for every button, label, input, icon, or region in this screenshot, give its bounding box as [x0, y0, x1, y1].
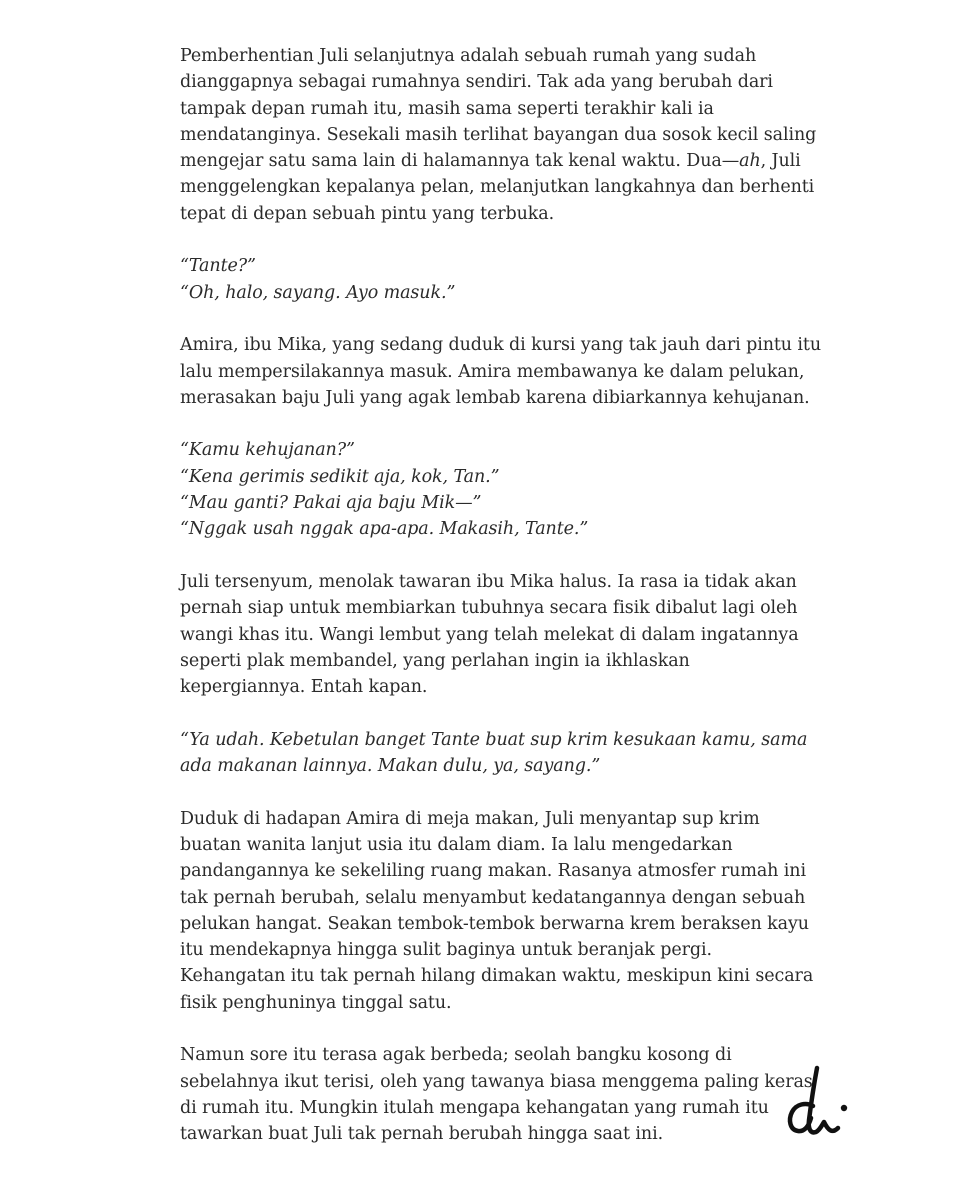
text-line: Pemberhentian Juli selanjutnya adalah sebuah rumah yang sudah	[180, 46, 757, 66]
text-line: Juli tersenyum, menolak tawaran ibu Mika halus. Ia rasa ia tidak akan	[180, 571, 797, 592]
paragraph-gap	[180, 227, 800, 253]
text-line: tepat di depan sebuah pintu yang terbuka.	[180, 203, 555, 224]
text-line: tawarkan buat Juli tak pernah berubah hingga saat ini.	[180, 1124, 664, 1145]
text-line: dianggapnya sebagai rumahnya sendiri. Tak ada yang berubah dari	[180, 72, 773, 93]
paragraph-gap	[180, 700, 800, 726]
text-line: merasakan baju Juli yang agak lembab karena dibiarkannya kehujanan.	[180, 387, 810, 408]
text-line: di rumah itu. Mungkin itulah mengapa kehangatan yang rumah itu	[180, 1097, 769, 1118]
dialogue-line: “Nggak usah nggak apa-apa. Makasih, Tante.”	[180, 519, 589, 540]
text-line: seperti plak membandel, yang perlahan ingin ia ikhlaskan	[180, 650, 690, 671]
dialogue-line: “Oh, halo, sayang. Ayo masuk.”	[180, 282, 456, 303]
text-line: Amira, ibu Mika, yang sedang duduk di kursi yang tak jauh dari pintu itu	[180, 335, 822, 356]
text-line: Duduk di hadapan Amira di meja makan, Juli menyantap sup krim	[180, 808, 760, 829]
text-line: menggelengkan kepalanya pelan, melanjutkan langkahnya dan berhenti	[180, 177, 815, 198]
text-line: pernah siap untuk membiarkan tubuhnya secara fisik dibalut lagi oleh	[180, 598, 798, 619]
text-line: wangi khas itu. Wangi lembut yang telah melekat di dalam ingatannya	[180, 624, 799, 645]
paragraph-gap	[180, 306, 800, 332]
text-line: mendatanginya. Sesekali masih terlihat bayangan dua sosok kecil saling	[180, 124, 817, 145]
text-line: Kehangatan itu tak pernah hilang dimakan waktu, meskipun kini secara	[180, 966, 814, 987]
text-line: lalu mempersilakannya masuk. Amira membawanya ke dalam pelukan,	[180, 361, 805, 382]
paragraph-4	[180, 806, 814, 1016]
paragraph-gap	[180, 543, 800, 569]
dialogue-3	[180, 727, 808, 780]
text-line: tak pernah berubah, selalu menyambut kedatangannya dengan sebuah	[180, 887, 806, 908]
paragraph-gap	[180, 411, 800, 437]
dialogue-line: “Kena gerimis sedikit aja, kok, Tan.”	[180, 466, 500, 487]
text-fragment: mengejar satu sama lain di halamannya tak kenal waktu. Dua—	[180, 151, 740, 172]
text-line: Namun sore itu terasa agak berbeda; seolah bangku kosong di	[180, 1045, 732, 1066]
text-line: tampak depan rumah itu, masih sama seperti terakhir kali ia	[180, 98, 714, 119]
dialogue-line: “Kamu kehujanan?”	[180, 440, 355, 461]
dialogue-line: ada makanan lainnya. Makan dulu, ya, sayang.”	[180, 756, 601, 777]
text-line	[180, 148, 800, 174]
paragraph-gap	[180, 779, 800, 805]
paragraph-1	[180, 43, 817, 227]
text-line: pelukan hangat. Seakan tembok-tembok berwarna krem beraksen kayu	[180, 913, 809, 934]
text-line: pandangannya ke sekeliling ruang makan. Rasanya atmosfer rumah ini	[180, 861, 806, 882]
dialogue-1	[180, 253, 800, 306]
paragraph-gap	[180, 1016, 800, 1042]
dialogue-line: “Tante?”	[180, 256, 256, 277]
handwritten-d-signature-icon	[780, 1062, 850, 1142]
paragraph-3	[180, 569, 800, 700]
text-line: fisik penghuninya tinggal satu.	[180, 992, 452, 1013]
text-line: itu mendekapnya hingga sulit baginya untuk beranjak pergi.	[180, 940, 712, 961]
paragraph-5	[180, 1042, 813, 1147]
paragraph-2	[180, 332, 822, 411]
story-page	[180, 43, 822, 1147]
dialogue-line: “Mau ganti? Pakai aja baju Mik—”	[180, 493, 482, 514]
dialogue-2	[180, 437, 800, 542]
dialogue-line: “Ya udah. Kebetulan banget Tante buat sup krim kesukaan kamu, sama	[180, 729, 808, 750]
text-line: buatan wanita lanjut usia itu dalam diam. Ia lalu mengedarkan	[180, 834, 733, 855]
text-line: kepergiannya. Entah kapan.	[180, 677, 428, 698]
text-fragment: , Juli	[760, 151, 801, 172]
text-line: sebelahnya ikut terisi, oleh yang tawanya biasa menggema paling keras	[180, 1071, 813, 1092]
italic-interjection: ah	[739, 151, 761, 172]
